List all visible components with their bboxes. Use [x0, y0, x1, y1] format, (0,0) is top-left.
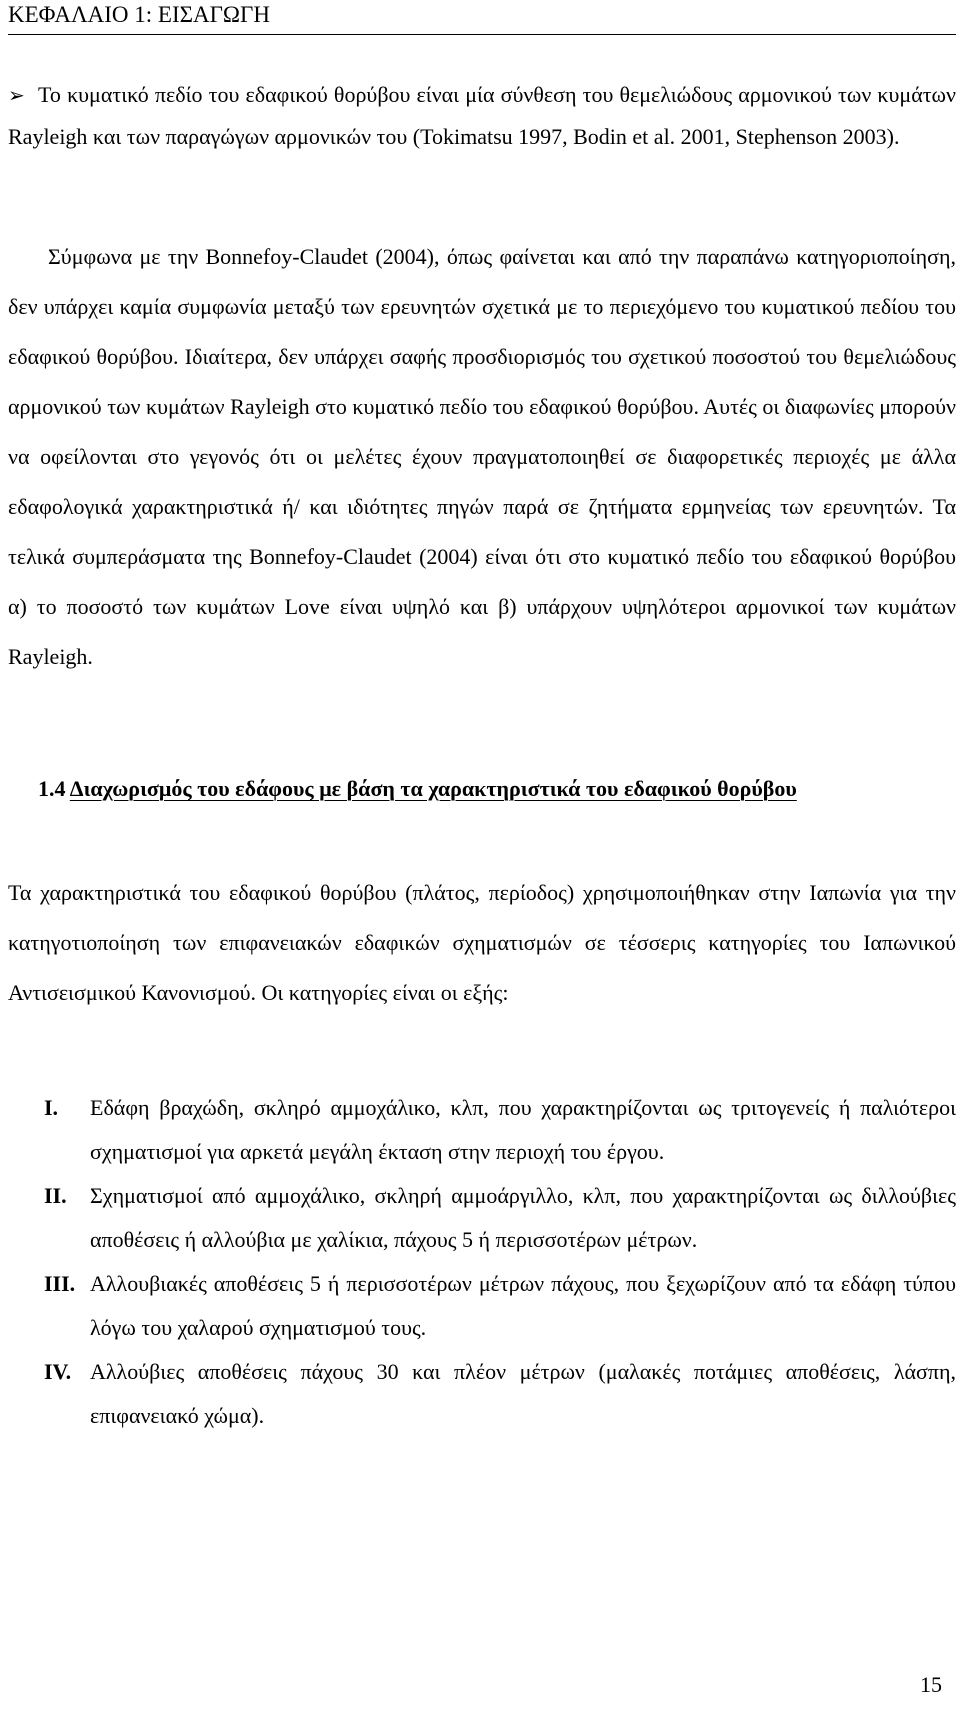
list-item-label: II.	[44, 1183, 67, 1208]
list-item-text: Αλλουβιακές αποθέσεις 5 ή περισσοτέρων μέτρων πάχους, που ξεχωρίζουν από τα εδάφη τύπου λόγω του χαλαρού σχηματισμού τους.	[90, 1271, 956, 1340]
section-title: Διαχωρισμός του εδάφους με βάση τα χαρακτηριστικά του εδαφικού θορύβου	[69, 776, 797, 801]
list-item-text: Εδάφη βραχώδη, σκληρό αμμοχάλικο, κλπ, που χαρακτηρίζονται ως τριτογενείς ή παλιότεροι σχηματισμοί για αρκετά μεγάλη έκταση στην περιοχή του έργου.	[90, 1095, 956, 1164]
paragraph-bonnefoy-claudet: Σύμφωνα με την Bonnefoy-Claudet (2004), όπως φαίνεται και από την παραπάνω κατηγοριοποίηση, δεν υπάρχει καμία συμφωνία μεταξύ των ερευνητών σχετικά με το περιεχόμενο του κυματικού πεδίου του εδαφικού θορύβου. Ιδιαίτερα, δεν υπάρχει σαφής προσδιορισμός του σχετικού ποσοστού του θεμελιώδους αρμονικού των κυμάτων Rayleigh στο κυματικό πεδίο του εδαφικού θορύβου. Αυτές οι διαφωνίες μπορούν να οφείλονται στο γεγονός ότι οι μελέτες έχουν πραγματοποιηθεί σε διαφορετικές περιοχές με άλλα εδαφολογικά χαρακτηριστικά ή/ και ιδιότητες πηγών παρά σε ζητήματα ερμηνείας των ερευνητών. Τα τελικά συμπεράσματα της Bonnefoy-Claudet (2004) είναι ότι στο κυματικό πεδίο του εδαφικού θορύβου α) το ποσοστό των κυμάτων Love είναι υψηλό και β) υπάρχουν υψηλότεροι αρμονικοί των κυμάτων Rayleigh.	[8, 244, 956, 669]
list-item	[44, 1350, 956, 1438]
ground-category-list	[44, 1086, 956, 1438]
bullet-paragraph	[8, 74, 956, 158]
list-item	[44, 1174, 956, 1262]
section-number: 1.4	[38, 776, 66, 801]
list-item	[44, 1086, 956, 1174]
list-item-text: Αλλούβιες αποθέσεις πάχους 30 και πλέον μέτρων (μαλακές ποτάμιες αποθέσεις, λάσπη, επιφανειακό χώμα).	[90, 1359, 956, 1428]
chapter-title: ΚΕΦΑΛΑΙΟ 1: ΕΙΣΑΓΩΓΗ	[8, 2, 270, 27]
list-item-label: III.	[44, 1271, 76, 1296]
arrow-bullet-icon: ➢	[8, 83, 25, 107]
document-page	[8, 0, 956, 1714]
list-item-label: I.	[44, 1095, 59, 1120]
paragraph-classification-intro: Τα χαρακτηριστικά του εδαφικού θορύβου (πλάτος, περίοδος) χρησιμοποιήθηκαν στην Ιαπωνία για την κατηγοτιοποίηση των επιφανειακών εδαφικών σχηματισμών σε τέσσερις κατηγορίες του Ιαπωνικού Αντισεισμικού Κανονισμού. Οι κατηγορίες είναι οι εξής:	[8, 880, 956, 1005]
list-item-label: IV.	[44, 1359, 72, 1384]
list-item-text: Σχηματισμοί από αμμοχάλικο, σκληρή αμμοάργιλλο, κλπ, που χαρακτηρίζονται ως διλλούβιες αποθέσεις ή αλλούβια με χαλίκια, πάχους 5 ή περισσοτέρων μέτρων.	[90, 1183, 956, 1252]
bullet-text: Το κυματικό πεδίο του εδαφικού θορύβου είναι μία σύνθεση του θεμελιώδους αρμονικού των κυμάτων Rayleigh και των παραγώγων αρμονικών του (Tokimatsu 1997, Bodin et al. 2001, Stephenson 2003).	[8, 82, 956, 149]
list-item	[44, 1262, 956, 1350]
page-number: 15	[920, 1672, 942, 1697]
running-header	[8, 0, 956, 35]
section-heading	[8, 766, 956, 812]
